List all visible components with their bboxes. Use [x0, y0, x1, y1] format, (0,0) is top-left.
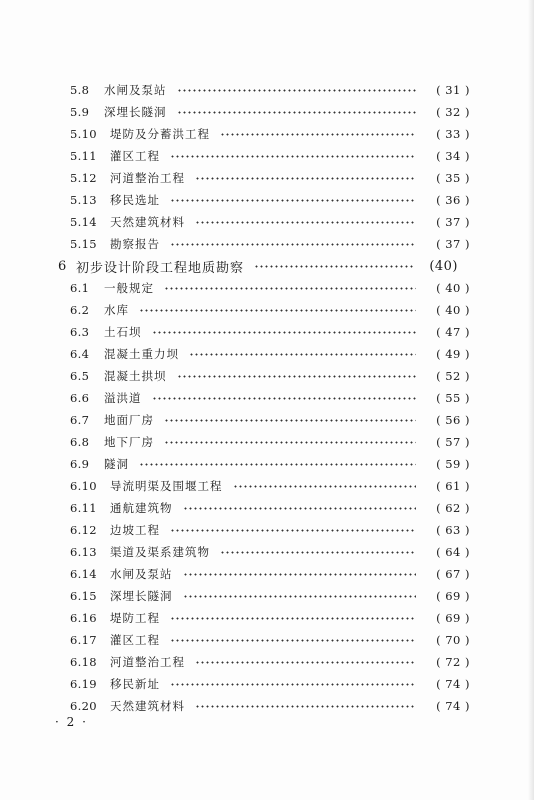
toc-entry — [70, 146, 470, 166]
entry-page: ( 31 ) — [436, 83, 470, 97]
toc-entry — [70, 608, 470, 628]
toc-entry — [70, 102, 470, 122]
dot-leader — [164, 441, 416, 444]
dot-leader — [139, 309, 416, 312]
entry-title: 天然建筑材料 — [110, 699, 185, 713]
dot-leader — [183, 595, 417, 598]
entry-title: 地下厂房 — [104, 435, 154, 449]
entry-title: 水闸及泵站 — [104, 83, 167, 97]
entry-page: ( 37 ) — [436, 237, 470, 251]
dot-leader — [195, 221, 416, 224]
dot-leader — [254, 265, 414, 268]
entry-title: 堤防工程 — [110, 611, 160, 625]
chapter-page: (40) — [429, 258, 458, 274]
entry-number: 6.20 — [70, 699, 97, 713]
entry-title: 灌区工程 — [110, 633, 160, 647]
dot-leader — [170, 617, 416, 620]
toc-entry — [70, 80, 470, 100]
dot-leader — [139, 463, 416, 466]
entry-number: 5.8 — [70, 83, 90, 97]
entry-page: ( 40 ) — [436, 281, 470, 295]
entry-page: ( 72 ) — [436, 655, 470, 669]
toc-entry — [70, 234, 470, 254]
dot-leader — [195, 661, 416, 664]
entry-number: 6.19 — [70, 677, 97, 691]
entry-number: 6.13 — [70, 545, 97, 559]
entry-page: ( 49 ) — [436, 347, 470, 361]
dot-leader — [195, 177, 416, 180]
entry-page: ( 33 ) — [436, 127, 470, 141]
page-number: · 2 · — [55, 715, 88, 729]
entry-title: 移民新址 — [110, 677, 160, 691]
entry-number: 6.7 — [70, 413, 90, 427]
entry-title: 河道整治工程 — [110, 655, 185, 669]
entry-title: 移民选址 — [110, 193, 160, 207]
dot-leader — [233, 485, 417, 488]
toc-entry — [70, 674, 470, 694]
toc-entry — [70, 454, 470, 474]
entry-title: 天然建筑材料 — [110, 215, 185, 229]
entry-title: 灌区工程 — [110, 149, 160, 163]
entry-title: 渠道及渠系建筑物 — [110, 545, 210, 559]
dot-leader — [152, 397, 417, 400]
entry-title: 河道整治工程 — [110, 171, 185, 185]
entry-page: ( 70 ) — [436, 633, 470, 647]
entry-number: 6.15 — [70, 589, 97, 603]
dot-leader — [177, 111, 417, 114]
toc-entry — [70, 476, 470, 496]
entry-page: ( 32 ) — [436, 105, 470, 119]
entry-page: ( 69 ) — [436, 611, 470, 625]
toc-entry — [70, 498, 470, 518]
dot-leader — [170, 683, 416, 686]
toc-entry — [70, 542, 470, 562]
dot-leader — [170, 199, 416, 202]
entry-title: 边坡工程 — [110, 523, 160, 537]
entry-number: 5.14 — [70, 215, 97, 229]
entry-title: 深埋长隧洞 — [110, 589, 173, 603]
dot-leader — [170, 639, 416, 642]
entry-title: 深埋长隧洞 — [104, 105, 167, 119]
entry-number: 5.15 — [70, 237, 97, 251]
entry-number: 6.18 — [70, 655, 97, 669]
dot-leader — [177, 89, 417, 92]
entry-number: 6.4 — [70, 347, 90, 361]
entry-page: ( 55 ) — [436, 391, 470, 405]
entry-title: 通航建筑物 — [110, 501, 173, 515]
entry-title: 勘察报告 — [110, 237, 160, 251]
entry-number: 5.12 — [70, 171, 97, 185]
entry-page: ( 36 ) — [436, 193, 470, 207]
dot-leader — [177, 375, 417, 378]
entry-title: 地面厂房 — [104, 413, 154, 427]
entry-number: 5.9 — [70, 105, 90, 119]
entry-page: ( 40 ) — [436, 303, 470, 317]
entry-number: 6.6 — [70, 391, 90, 405]
entry-number: 6.1 — [70, 281, 90, 295]
entry-number: 6.9 — [70, 457, 90, 471]
chapter-title: 初步设计阶段工程地质勘察 — [76, 260, 245, 276]
toc-entry — [70, 322, 470, 342]
entry-number: 6.11 — [70, 501, 97, 515]
entry-page: ( 52 ) — [436, 369, 470, 383]
entry-page: ( 74 ) — [436, 699, 470, 713]
dot-leader — [183, 507, 417, 510]
entry-title: 土石坝 — [104, 325, 142, 339]
toc-entry — [70, 124, 470, 144]
entry-number: 6.3 — [70, 325, 90, 339]
toc-entry — [70, 696, 470, 716]
dot-leader — [189, 353, 416, 356]
entry-number: 6.2 — [70, 303, 90, 317]
chapter-number: 6 — [58, 258, 67, 274]
entry-page: ( 59 ) — [436, 457, 470, 471]
toc-entry — [70, 168, 470, 188]
toc-entry — [70, 366, 470, 386]
toc-entry — [70, 410, 470, 430]
entry-title: 溢洪道 — [104, 391, 142, 405]
entry-title: 水库 — [104, 303, 129, 317]
toc-entry — [70, 344, 470, 364]
entry-page: ( 35 ) — [436, 171, 470, 185]
toc-entry — [70, 586, 470, 606]
dot-leader — [164, 287, 416, 290]
entry-title: 隧洞 — [104, 457, 129, 471]
entry-page: ( 69 ) — [436, 589, 470, 603]
dot-leader — [170, 155, 416, 158]
toc-entry — [70, 564, 470, 584]
entry-page: ( 37 ) — [436, 215, 470, 229]
dot-leader — [220, 551, 416, 554]
toc-entry — [70, 652, 470, 672]
entry-number: 6.16 — [70, 611, 97, 625]
entry-title: 一般规定 — [104, 281, 154, 295]
entry-page: ( 61 ) — [436, 479, 470, 493]
entry-number: 6.5 — [70, 369, 90, 383]
entry-number: 6.12 — [70, 523, 97, 537]
entry-number: 5.13 — [70, 193, 97, 207]
dot-leader — [170, 529, 416, 532]
entry-page: ( 56 ) — [436, 413, 470, 427]
toc-entry — [70, 432, 470, 452]
entry-page: ( 67 ) — [436, 567, 470, 581]
toc-entry — [70, 520, 470, 540]
dot-leader — [152, 331, 417, 334]
toc-entry — [70, 212, 470, 232]
entry-title: 混凝土重力坝 — [104, 347, 179, 361]
toc-entry — [70, 630, 470, 650]
entry-number: 6.8 — [70, 435, 90, 449]
dot-leader — [164, 419, 416, 422]
entry-number: 5.10 — [70, 127, 97, 141]
entry-page: ( 57 ) — [436, 435, 470, 449]
entry-page: ( 47 ) — [436, 325, 470, 339]
dot-leader — [183, 573, 417, 576]
toc-entry — [70, 190, 470, 210]
toc-chapter-entry — [58, 256, 458, 276]
entry-page: ( 64 ) — [436, 545, 470, 559]
entry-page: ( 74 ) — [436, 677, 470, 691]
entry-number: 6.10 — [70, 479, 97, 493]
entry-number: 5.11 — [70, 149, 97, 163]
page-edge-shadow — [528, 0, 534, 800]
entry-number: 6.17 — [70, 633, 97, 647]
dot-leader — [195, 705, 416, 708]
dot-leader — [170, 243, 416, 246]
entry-title: 混凝土拱坝 — [104, 369, 167, 383]
entry-title: 堤防及分蓄洪工程 — [110, 127, 210, 141]
entry-title: 导流明渠及围堰工程 — [110, 479, 223, 493]
entry-page: ( 34 ) — [436, 149, 470, 163]
toc-entry — [70, 300, 470, 320]
dot-leader — [220, 133, 416, 136]
toc-entry — [70, 278, 470, 298]
entry-title: 水闸及泵站 — [110, 567, 173, 581]
entry-page: ( 62 ) — [436, 501, 470, 515]
entry-number: 6.14 — [70, 567, 97, 581]
toc-entry — [70, 388, 470, 408]
entry-page: ( 63 ) — [436, 523, 470, 537]
